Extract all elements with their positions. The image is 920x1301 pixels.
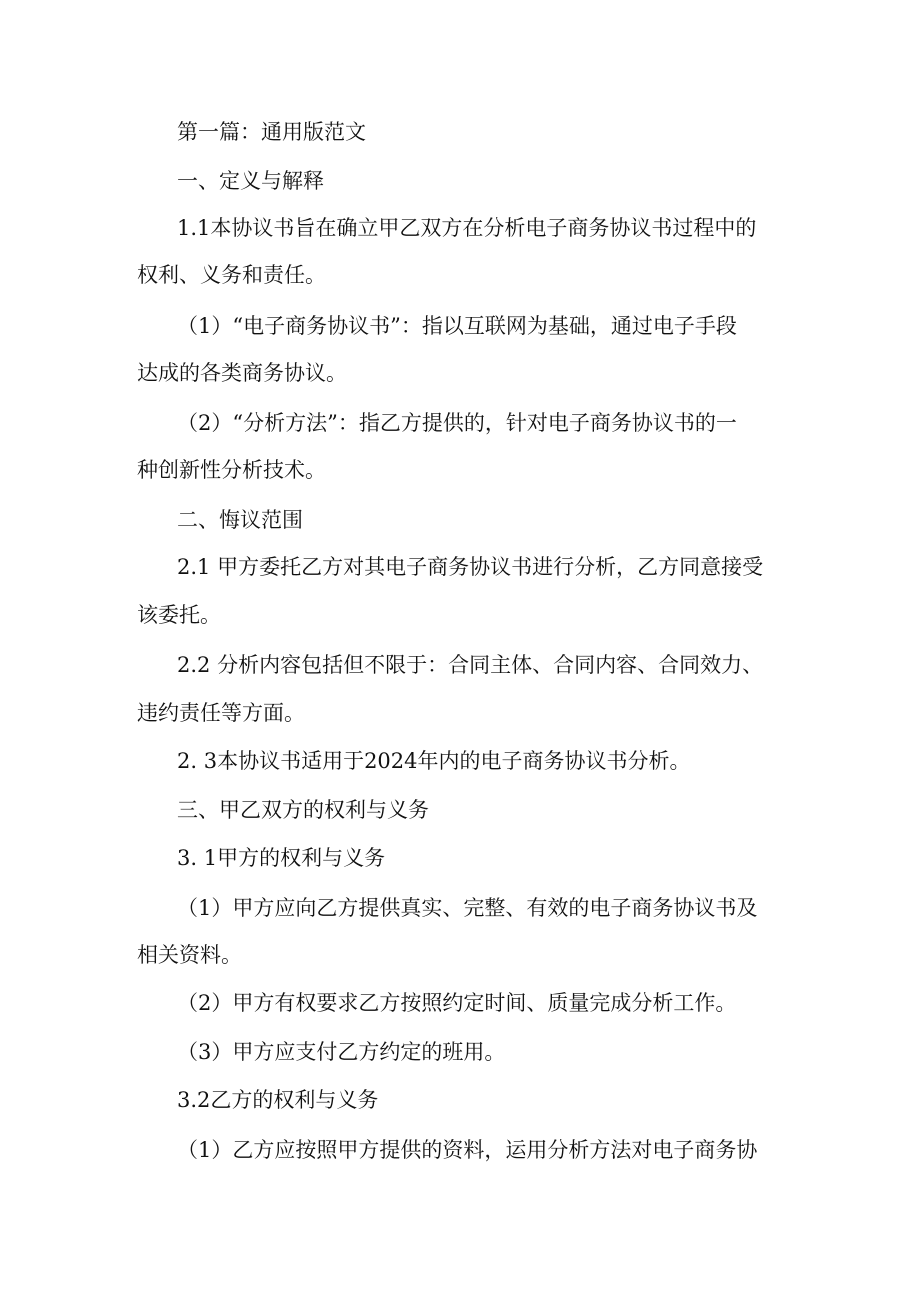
paragraph-3-2-1-line-1: （1）乙方应按照甲方提供的资料，运用分析方法对电子商务协 (177, 1138, 758, 1162)
definition-1-line-1: （1）“电子商务协议书”：指以互联网为基础，通过电子手段 (177, 314, 737, 338)
paragraph-2-1-line-1: 2.1 甲方委托乙方对其电子商务协议书进行分析，乙方同意接受 (177, 555, 764, 579)
paragraph-3-1: 3. 1甲方的权利与义务 (177, 846, 386, 870)
paragraph-2-2-line-1: 2.2 分析内容包括但不限于：合同主体、合同内容、合同效力、 (177, 653, 764, 677)
paragraph-3-1-1-line-2: 相关资料。 (137, 943, 242, 967)
definition-2-line-1: （2）“分析方法”：指乙方提供的，针对电子商务协议书的一 (177, 411, 737, 435)
paragraph-2-1-line-2: 该委托。 (137, 603, 221, 627)
section-1-heading: 一、定义与解释 (177, 169, 324, 193)
paragraph-1-1-line-2: 权利、义务和责任。 (137, 263, 326, 287)
section-3-heading: 三、甲乙双方的权利与义务 (177, 798, 429, 822)
paragraph-1-1-line-1: 1.1本协议书旨在确立甲乙双方在分析电子商务协议书过程中的 (177, 216, 757, 240)
document-title: 第一篇：通用版范文 (177, 120, 366, 144)
paragraph-3-2: 3.2乙方的权利与义务 (177, 1088, 379, 1112)
definition-2-line-2: 种创新性分析技术。 (137, 458, 326, 482)
paragraph-3-1-1-line-1: （1）甲方应向乙方提供真实、完整、有效的电子商务协议书及 (177, 896, 758, 920)
paragraph-2-3: 2. 3本协议书适用于2024年内的电子商务协议书分析。 (177, 749, 691, 773)
paragraph-3-1-2: （2）甲方有权要求乙方按照约定时间、质量完成分析工作。 (177, 991, 737, 1015)
paragraph-3-1-3: （3）甲方应支付乙方约定的班用。 (177, 1040, 506, 1064)
paragraph-2-2-line-2: 违约责任等方面。 (137, 701, 305, 725)
section-2-heading: 二、悔议范围 (177, 508, 303, 532)
definition-1-line-2: 达成的各类商务协议。 (137, 361, 347, 385)
